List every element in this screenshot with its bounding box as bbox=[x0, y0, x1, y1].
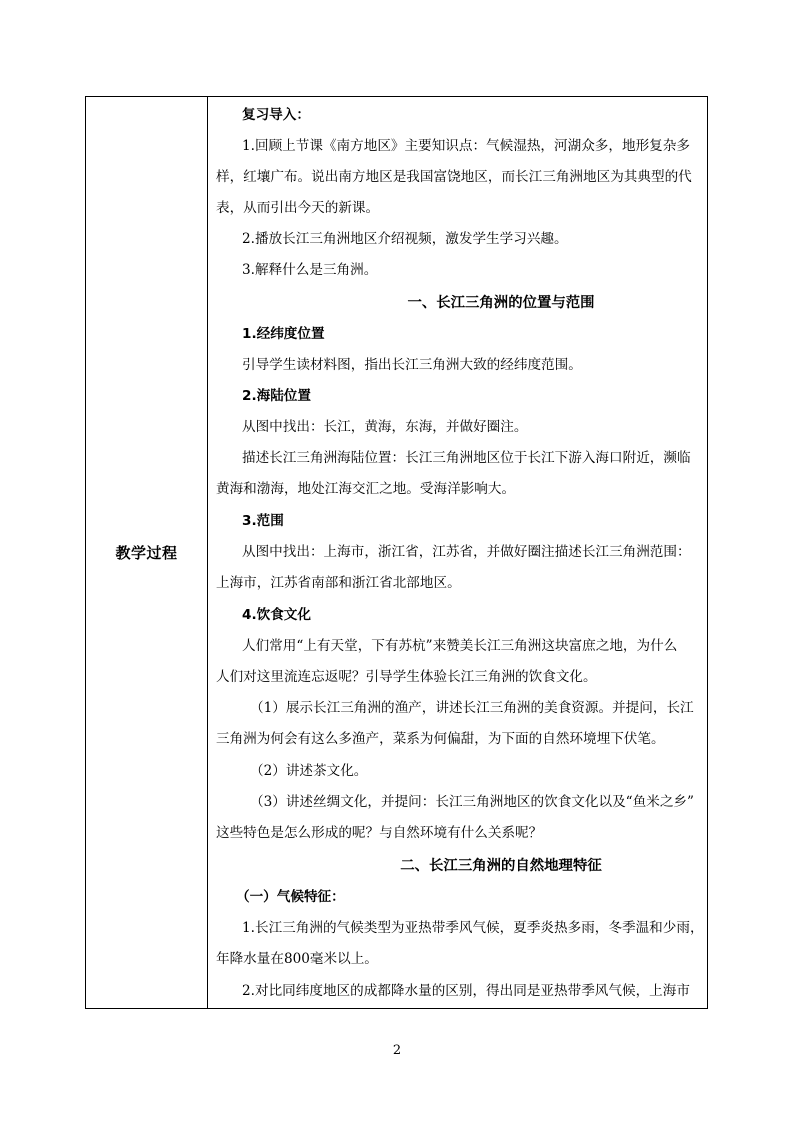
paragraph-line: 3.解释什么是三角洲。 bbox=[242, 262, 378, 278]
paragraph-line: 黄海和渤海，地处江海交汇之地。受海洋影响大。 bbox=[216, 481, 516, 497]
paragraph-line: 年降水量在800毫米以上。 bbox=[216, 951, 378, 967]
paragraph-line: 从图中找出：上海市，浙江省，江苏省，并做好圈注描述长江三角洲范围： bbox=[242, 544, 691, 560]
content-cell bbox=[208, 97, 708, 1009]
paragraph-line: 2.对比同纬度地区的成都降水量的区别，得出同是亚热带季风气候，上海市 bbox=[242, 983, 690, 999]
section-title: 二、长江三角洲的自然地理特征 bbox=[400, 858, 602, 874]
paragraph-line: 人们对这里流连忘返呢？引导学生体验长江三角洲的饮食文化。 bbox=[216, 669, 597, 685]
teaching-process-content bbox=[208, 97, 710, 1008]
section-title: 一、长江三角洲的位置与范围 bbox=[407, 295, 595, 311]
paragraph-line: 人们常用“上有天堂，下有苏杭”来赞美长江三角洲这块富庶之地，为什么 bbox=[242, 638, 678, 654]
subsection-title: 2.海陆位置 bbox=[242, 388, 311, 404]
paragraph-line: 1.回顾上节课《南方地区》主要知识点：气候湿热，河湖众多，地形复杂多 bbox=[242, 138, 690, 154]
table-row bbox=[86, 97, 708, 1009]
paragraph-line: 描述长江三角洲海陆位置：长江三角洲地区位于长江下游入海口附近，濒临 bbox=[242, 450, 691, 466]
paragraph-line: （3）讲述丝绸文化，并提问：长江三角洲地区的饮食文化以及“鱼米之乡” bbox=[250, 794, 694, 810]
paragraph-line: 2.播放长江三角洲地区介绍视频，激发学生学习兴趣。 bbox=[242, 231, 568, 247]
paragraph-line: （1）展示长江三角洲的渔产，讲述长江三角洲的美食资源。并提问，长江 bbox=[250, 700, 694, 716]
row-label: 教学过程 bbox=[115, 544, 178, 562]
lesson-plan-table bbox=[85, 96, 708, 1009]
row-label-cell bbox=[86, 97, 208, 1009]
paragraph-line: 三角洲为何会有这么多渔产，菜系为何偏甜，为下面的自然环境埋下伏笔。 bbox=[216, 731, 665, 747]
paragraph-line: 上海市，江苏省南部和浙江省北部地区。 bbox=[216, 575, 461, 591]
paragraph-line: 样，红壤广布。说出南方地区是我国富饶地区，而长江三角洲地区为其典型的代 bbox=[216, 169, 692, 185]
subsection-title: 1.经纬度位置 bbox=[242, 326, 325, 342]
review-heading: 复习导入： bbox=[242, 107, 310, 123]
subsection-title: 3.范围 bbox=[242, 513, 284, 529]
page-number: 2 bbox=[392, 1043, 402, 1058]
paragraph-line: 1.长江三角洲的气候类型为亚热带季风气候，夏季炎热多雨，冬季温和少雨， bbox=[242, 920, 704, 936]
subsection-title: 4.饮食文化 bbox=[242, 607, 311, 623]
paragraph-line: 从图中找出：长江，黄海，东海，并做好圈注。 bbox=[242, 419, 528, 435]
paragraph-line: （2）讲述茶文化。 bbox=[250, 763, 368, 779]
paragraph-line: 引导学生读材料图，指出长江三角洲大致的经纬度范围。 bbox=[242, 357, 582, 373]
paragraph-line: 表，从而引出今天的新课。 bbox=[216, 200, 380, 216]
subsection-title: （一）气候特征： bbox=[236, 889, 345, 905]
paragraph-line: 这些特色是怎么形成的呢？与自然环境有什么关系呢？ bbox=[216, 825, 543, 841]
